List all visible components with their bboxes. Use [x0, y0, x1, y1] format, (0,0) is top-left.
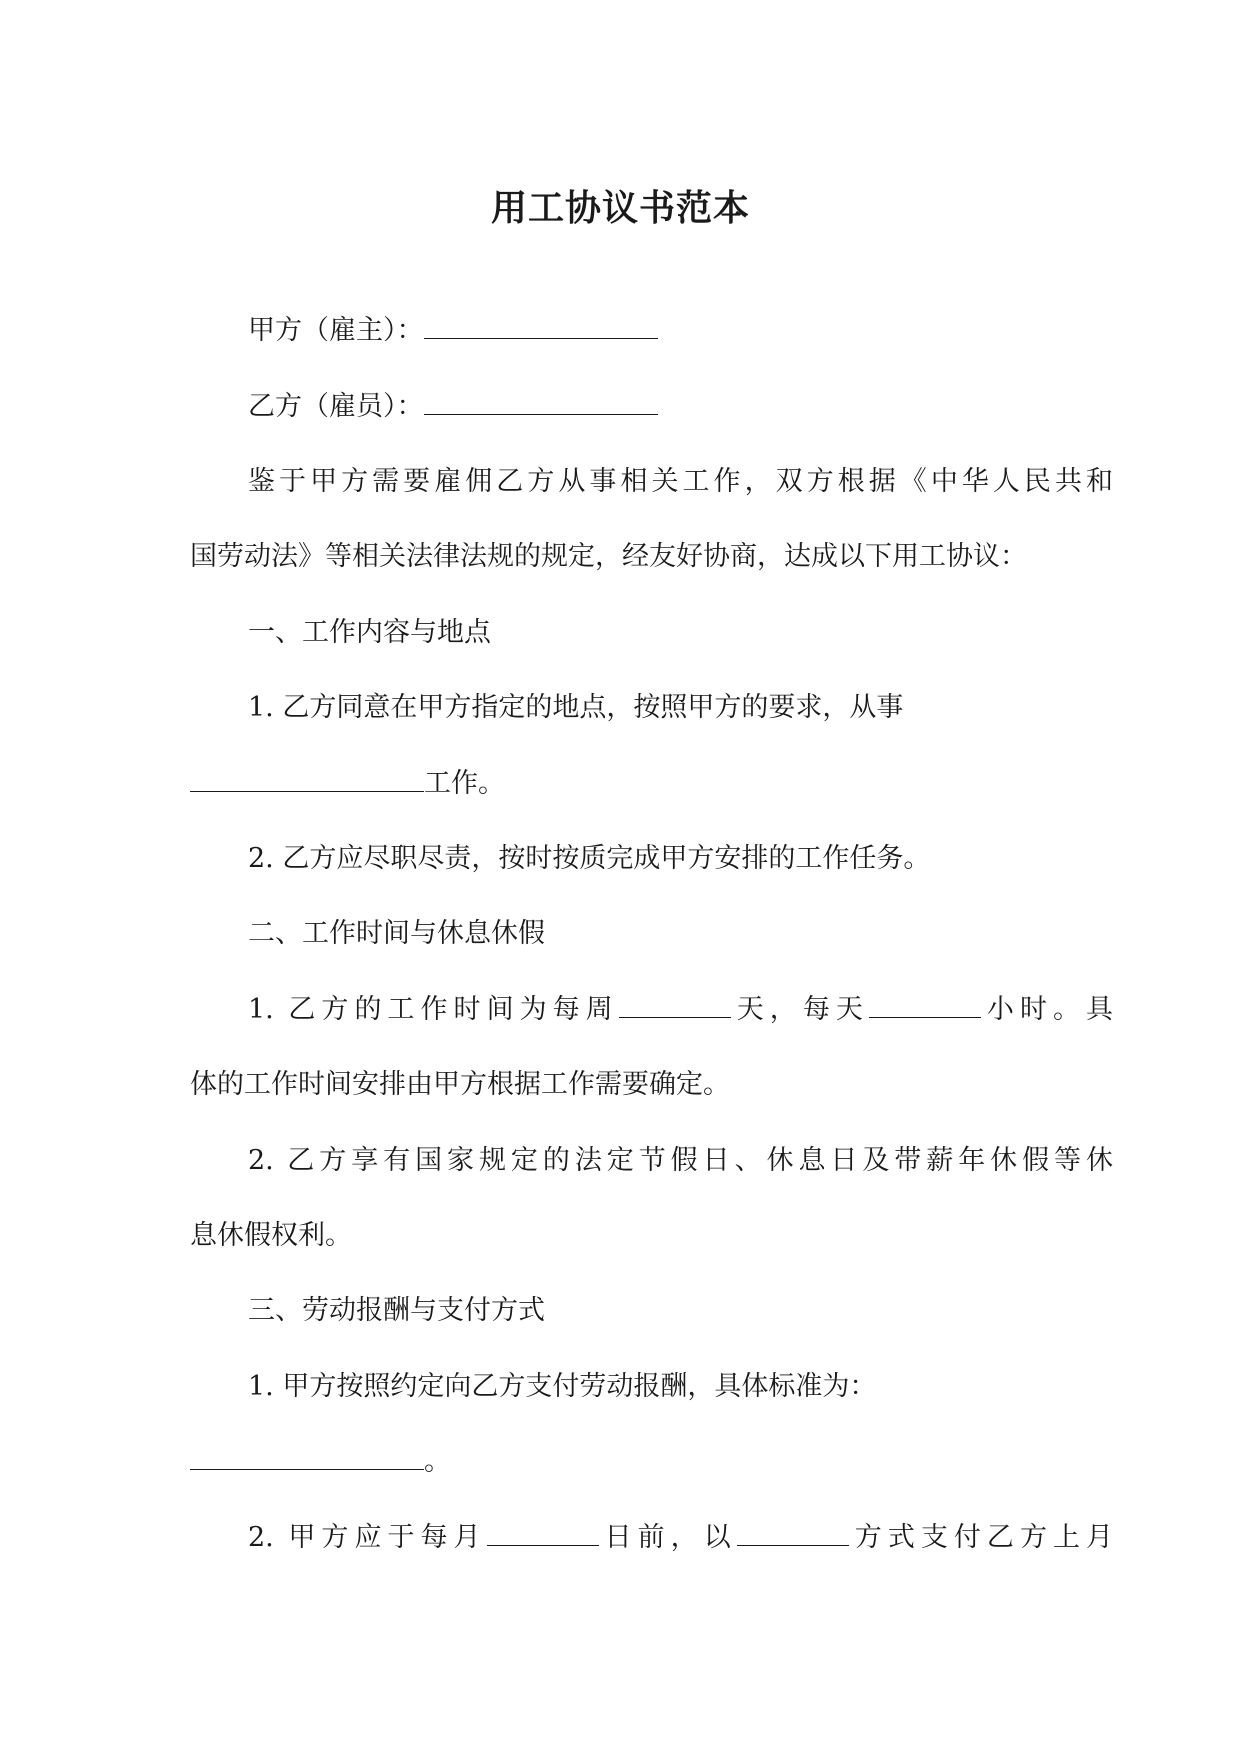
section-3-heading: 三、劳动报酬与支付方式	[248, 1295, 545, 1326]
section-2-heading: 二、工作时间与休息休假	[248, 918, 545, 949]
section-2-item-1-suffix: 小时。具	[980, 994, 1114, 1025]
section-2-item-2-line-2: 息休假权利。	[190, 1220, 352, 1251]
section-1-item-1-suffix: 工作。	[424, 768, 505, 799]
section-2-item-1-mid: 天，每天	[730, 994, 869, 1025]
section-2-item-2-line-1: 2. 乙方享有国家规定的法定节假日、休息日及带薪年休假等休	[248, 1145, 1113, 1176]
section-3-item-2-line-1	[190, 1519, 1113, 1557]
section-3-item-2-mid: 日前，以	[598, 1522, 737, 1553]
section-2-item-1-line-2: 体的工作时间安排由甲方根据工作需要确定。	[190, 1069, 730, 1100]
section-3-item-2-suffix: 方式支付乙方上月	[848, 1522, 1114, 1553]
section-1-item-1-line-2	[190, 765, 1055, 803]
pay-standard-blank	[190, 1447, 424, 1470]
party-b-label: 乙方（雇员）：	[248, 391, 424, 422]
section-3-item-1-suffix: 。	[424, 1446, 451, 1477]
pay-method-blank	[737, 1523, 849, 1546]
party-a-blank	[424, 316, 658, 339]
section-1-item-1-line-1: 1. 乙方同意在甲方指定的地点，按照甲方的要求，从事	[248, 692, 904, 723]
document-title: 用工协议书范本	[490, 187, 750, 229]
party-b-line	[190, 388, 1113, 426]
section-2-item-1-prefix: 1. 乙方的工作时间为每周	[248, 994, 619, 1025]
preamble-line-2: 国劳动法》等相关法律法规的规定，经友好协商，达成以下用工协议：	[190, 541, 1027, 572]
pay-day-blank	[487, 1523, 599, 1546]
party-b-blank	[424, 392, 658, 415]
party-a-label: 甲方（雇主）：	[248, 315, 424, 346]
preamble-line-1: 鉴于甲方需要雇佣乙方从事相关工作，双方根据《中华人民共和	[248, 466, 1113, 497]
party-a-line	[190, 312, 1113, 350]
section-1-item-2: 2. 乙方应尽职尽责，按时按质完成甲方安排的工作任务。	[248, 843, 931, 874]
section-2-item-1-line-1	[190, 991, 1113, 1029]
section-3-item-2-prefix: 2. 甲方应于每月	[248, 1522, 487, 1553]
section-3-item-1-line-2	[190, 1443, 1055, 1481]
section-3-item-1-line-1: 1. 甲方按照约定向乙方支付劳动报酬，具体标准为：	[248, 1371, 877, 1402]
work-content-blank	[190, 769, 424, 792]
hours-per-day-blank	[869, 995, 981, 1018]
days-per-week-blank	[619, 995, 731, 1018]
section-1-heading: 一、工作内容与地点	[248, 617, 491, 648]
